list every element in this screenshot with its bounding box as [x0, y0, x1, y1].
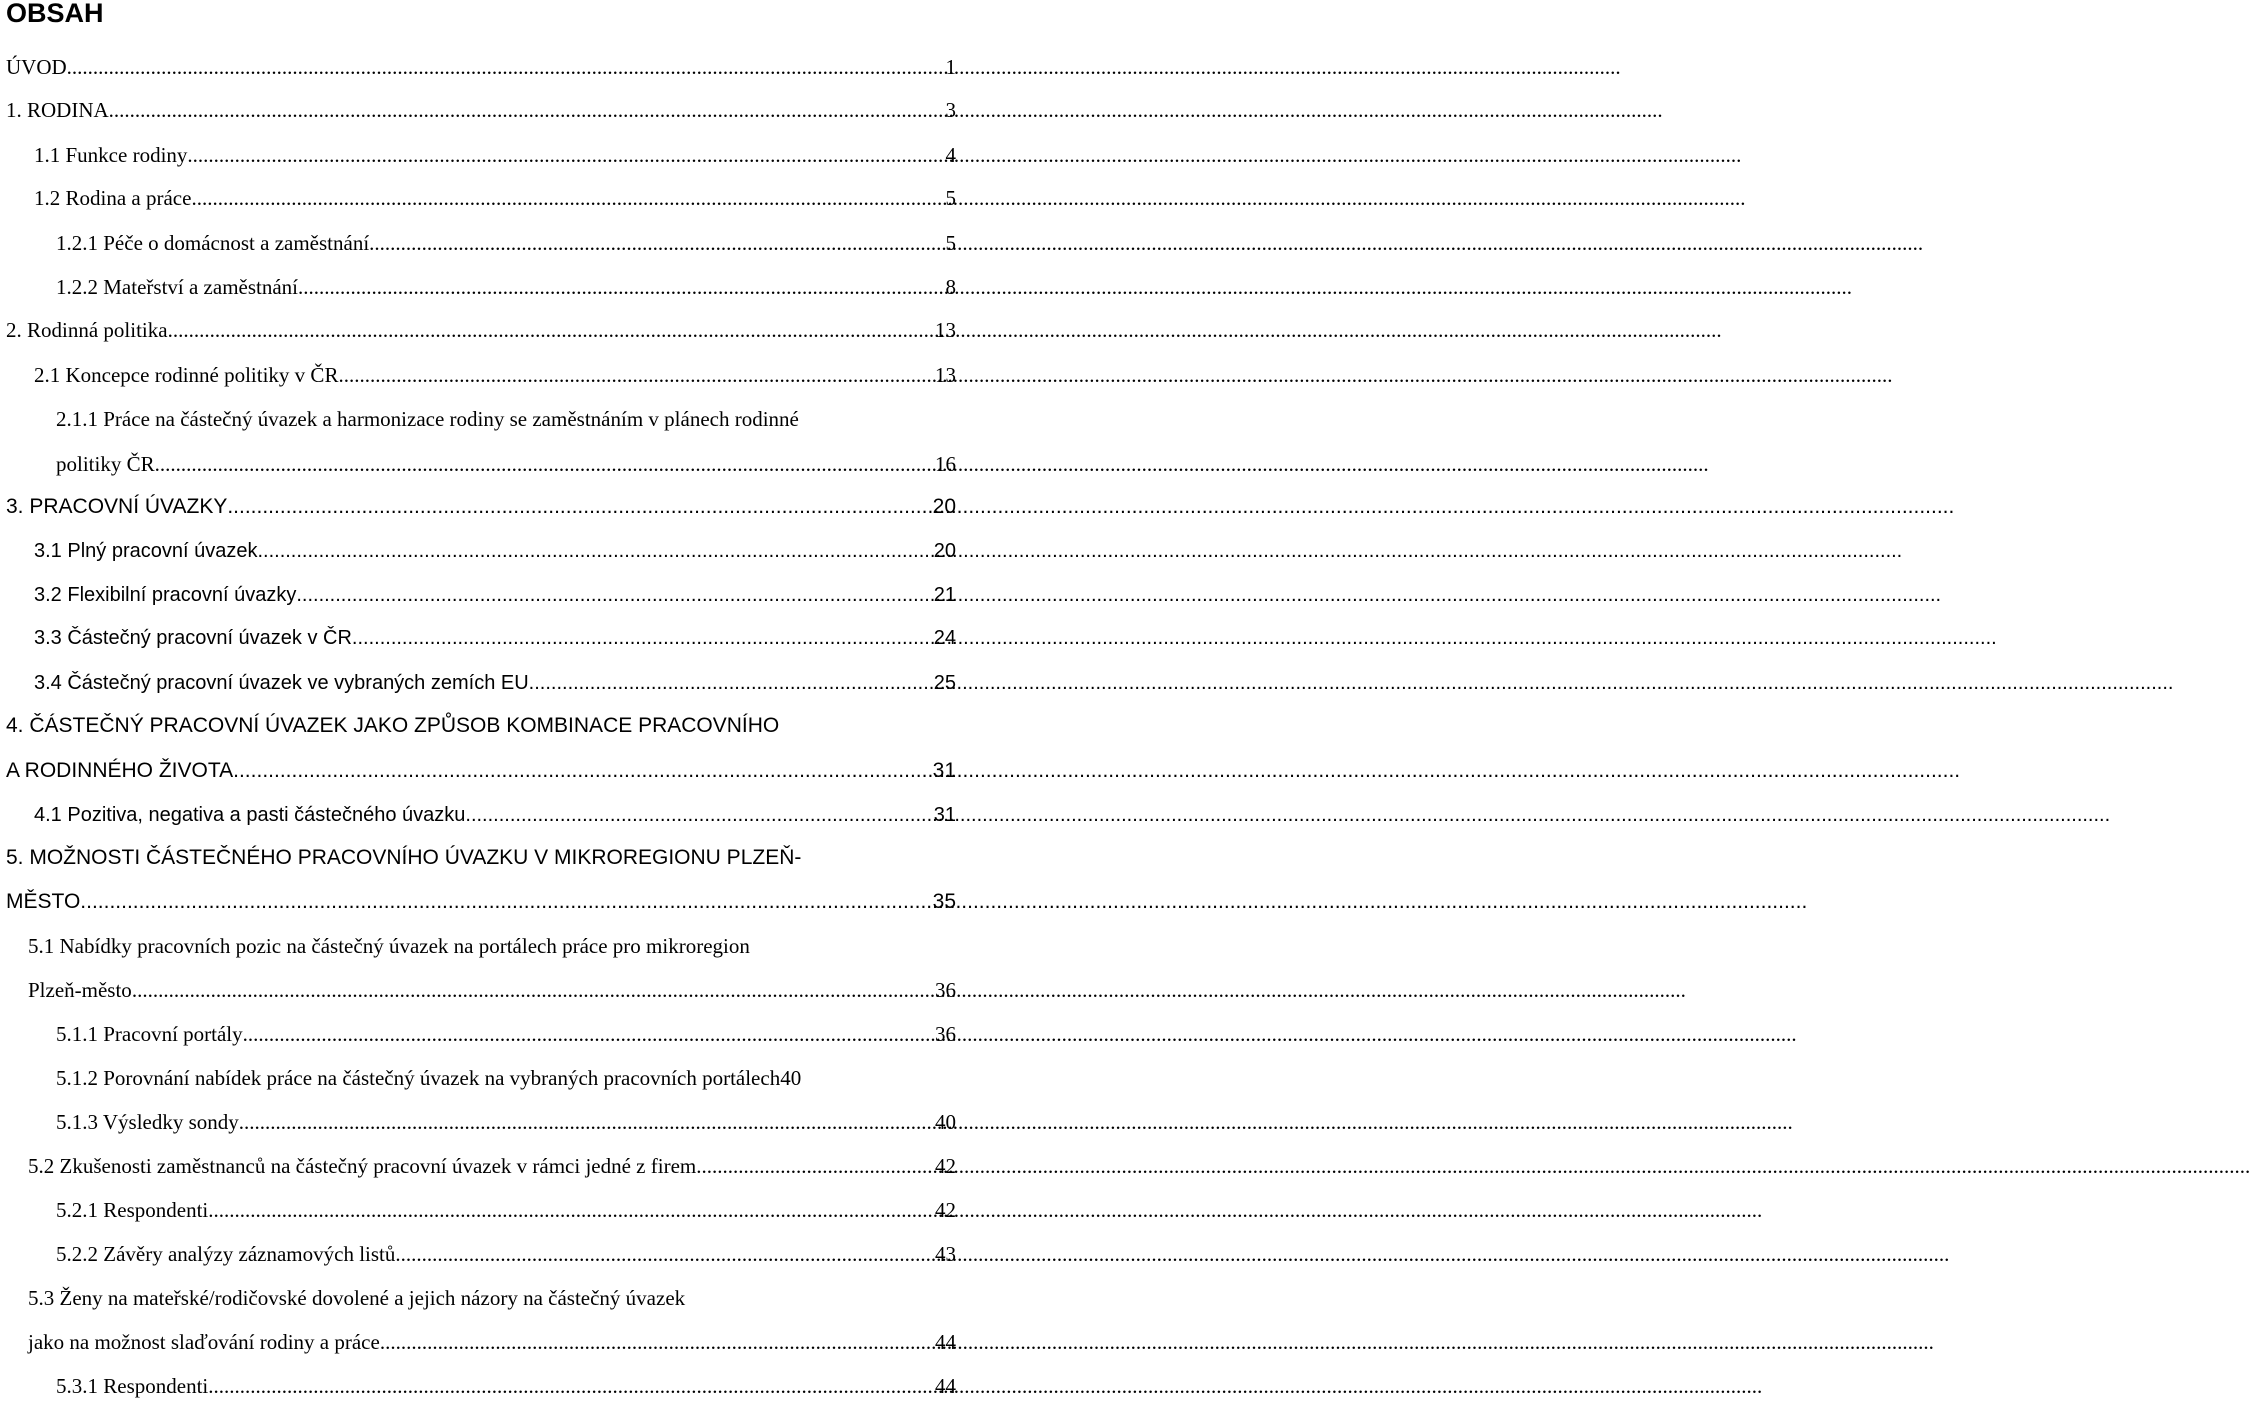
toc-page-number: 24: [933, 627, 956, 649]
toc-entry-5-line1[interactable]: 5. MOŽNOSTI ČÁSTEČNÉHO PRACOVNÍHO ÚVAZKU V MIKROREGIONU PLZEŇ-: [6, 846, 802, 869]
toc-page-number: 36: [935, 978, 956, 1002]
toc-page-number: 35: [932, 890, 956, 913]
toc-page-number: 20: [933, 540, 956, 562]
toc-entry-4[interactable]: [6, 756, 956, 786]
toc-leader: [696, 1151, 935, 1181]
toc-leader: [227, 492, 932, 522]
toc-entry-2-1[interactable]: [34, 360, 956, 390]
toc-entry-title: 1. RODINA: [6, 98, 109, 122]
toc-entry-title: 5.2 Zkušenosti zaměstnanců na částečný pracovní úvazek v rámci jedné z firem: [28, 1154, 697, 1178]
toc-entry-2-1-1[interactable]: [56, 449, 956, 479]
toc-page-number: 16: [935, 452, 956, 476]
toc-page-number: 31: [933, 804, 956, 826]
toc-entry-title: 3.3 Částečný pracovní úvazek v ČR: [34, 627, 352, 649]
toc-leader: [168, 315, 935, 345]
toc-leader: [191, 183, 945, 213]
toc-entry-3-1[interactable]: [34, 536, 956, 566]
toc-page-number: 13: [935, 318, 956, 342]
toc-entry-5-1-1[interactable]: [56, 1019, 956, 1049]
toc-entry-title: jako na možnost slaďování rodiny a práce: [28, 1330, 380, 1354]
toc-entry-1-2[interactable]: [34, 183, 956, 213]
toc-page-number: 31: [932, 759, 956, 782]
toc-entry-5-1[interactable]: [28, 975, 956, 1005]
toc-page-number: 3: [945, 98, 956, 122]
toc-leader: [338, 360, 935, 390]
toc-entry-title: 4.1 Pozitiva, negativa a pasti částečného úvazku: [34, 804, 466, 826]
toc-page-number: 4: [945, 143, 956, 167]
toc-entry-title: 5.3.1 Respondenti: [56, 1374, 209, 1398]
toc-entry-5-1-2[interactable]: [56, 1063, 956, 1093]
toc-leader: [352, 623, 934, 653]
toc-entry-title: 2.1 Koncepce rodinné politiky v ČR: [34, 363, 339, 387]
toc-entry-2[interactable]: [6, 315, 956, 345]
toc-entry-title: 5.2.2 Závěry analýzy záznamových listů: [56, 1242, 396, 1266]
toc-entry-title: 3.4 Částečný pracovní úvazek ve vybraných zemích EU: [34, 672, 529, 694]
toc-page-number: 13: [935, 363, 956, 387]
toc-entry-title: 1.2 Rodina a práce: [34, 186, 192, 210]
toc-entry-title: 5.2.1 Respondenti: [56, 1198, 209, 1222]
toc-entry-1-2-2[interactable]: [56, 272, 956, 302]
toc-entry-title: 5.1.1 Pracovní portály: [56, 1022, 243, 1046]
toc-entry-1-1[interactable]: [34, 140, 956, 170]
toc-entry-4-line1[interactable]: 4. ČÁSTEČNÝ PRACOVNÍ ÚVAZEK JAKO ZPŮSOB KOMBINACE PRACOVNÍHO: [6, 714, 780, 737]
toc-page-number: 42: [935, 1198, 956, 1222]
toc-page-number: 5: [945, 231, 956, 255]
toc-entry-5-2-1[interactable]: [56, 1195, 956, 1225]
toc-entry-title: politiky ČR: [56, 452, 155, 476]
toc-leader: [67, 52, 946, 82]
toc-page-number: 21: [933, 584, 956, 606]
toc-leader: [529, 668, 934, 698]
toc-entry-4-1[interactable]: [34, 800, 956, 830]
toc-page-number: 44: [935, 1374, 956, 1398]
toc-entry-title: 2. Rodinná politika: [6, 318, 168, 342]
toc-leader: [233, 756, 933, 786]
toc-leader: [296, 580, 933, 610]
toc-leader: [395, 1239, 935, 1269]
toc-page-number: 20: [932, 495, 956, 518]
toc-leader: [155, 449, 935, 479]
toc-entry-5-3-1[interactable]: [56, 1371, 956, 1401]
toc-leader: [208, 1195, 935, 1225]
toc-page-number: 40: [780, 1066, 802, 1090]
toc-page-number: 43: [935, 1242, 956, 1266]
toc-entry-3-3[interactable]: [34, 623, 956, 653]
toc-page-number: 5: [945, 186, 956, 210]
toc-entry-3-4[interactable]: [34, 668, 956, 698]
toc-page-number: 25: [933, 672, 956, 694]
toc-leader: [187, 140, 945, 170]
toc-entry-1-2-1[interactable]: [56, 228, 956, 258]
toc-entry-title: ÚVOD: [6, 55, 67, 79]
toc-page-number: 44: [935, 1330, 956, 1354]
toc-page-number: 36: [935, 1022, 956, 1046]
toc-entry-title: 1.2.2 Mateřství a zaměstnání: [56, 275, 299, 299]
toc-leader: [369, 228, 945, 258]
toc-leader: [80, 887, 932, 917]
toc-page-number: 8: [945, 275, 956, 299]
toc-entry-5-3-line1[interactable]: 5.3 Ženy na mateřské/rodičovské dovolené a jejich názory na částečný úvazek: [28, 1286, 686, 1310]
toc-leader: [109, 95, 946, 125]
toc-page-number: 1: [945, 55, 956, 79]
toc-entry-title: 5.1.2 Porovnání nabídek práce na částečný úvazek na vybraných pracovních portálech: [56, 1066, 781, 1090]
page-title: OBSAH: [6, 0, 104, 28]
toc-entry-title: 5.1.3 Výsledky sondy: [56, 1110, 239, 1134]
toc-page-number: 42: [935, 1154, 956, 1178]
toc-leader: [239, 1107, 935, 1137]
toc-entry-5-2-2[interactable]: [56, 1239, 956, 1269]
toc-entry-title: A RODINNÉHO ŽIVOTA: [6, 759, 234, 782]
toc-leader: [243, 1019, 935, 1049]
toc-leader: [380, 1327, 935, 1357]
toc-entry-5[interactable]: [6, 887, 956, 917]
toc-entry-title: 3.2 Flexibilní pracovní úvazky: [34, 584, 297, 606]
toc-entry-title: Plzeň-město: [28, 978, 132, 1002]
toc-entry-title: 3.1 Plný pracovní úvazek: [34, 540, 258, 562]
toc-entry-5-1-3[interactable]: [56, 1107, 956, 1137]
toc-leader: [132, 975, 935, 1005]
toc-entry-5-3[interactable]: [28, 1327, 956, 1357]
toc-entry-title: 3. PRACOVNÍ ÚVAZKY: [6, 495, 228, 518]
toc-leader: [298, 272, 945, 302]
toc-entry-uvod[interactable]: [6, 52, 956, 82]
toc-leader: [208, 1371, 935, 1401]
toc-entry-title: 1.1 Funkce rodiny: [34, 143, 188, 167]
toc-entry-title: 1.2.1 Péče o domácnost a zaměstnání: [56, 231, 370, 255]
toc-entry-5-2[interactable]: [28, 1151, 956, 1181]
toc-entry-3-2[interactable]: [34, 580, 956, 610]
toc-entry-3[interactable]: [6, 492, 956, 522]
toc-entry-1[interactable]: [6, 95, 956, 125]
toc-entry-5-1-line1[interactable]: 5.1 Nabídky pracovních pozic na částečný úvazek na portálech práce pro mikroregion: [28, 934, 750, 958]
toc-page-number: 40: [935, 1110, 956, 1134]
toc-leader: [257, 536, 933, 566]
toc-entry-2-1-1-line1[interactable]: 2.1.1 Práce na částečný úvazek a harmonizace rodiny se zaměstnáním v plánech rodinné: [56, 407, 799, 431]
toc-entry-title: MĚSTO: [6, 890, 81, 913]
toc-leader: [465, 800, 933, 830]
